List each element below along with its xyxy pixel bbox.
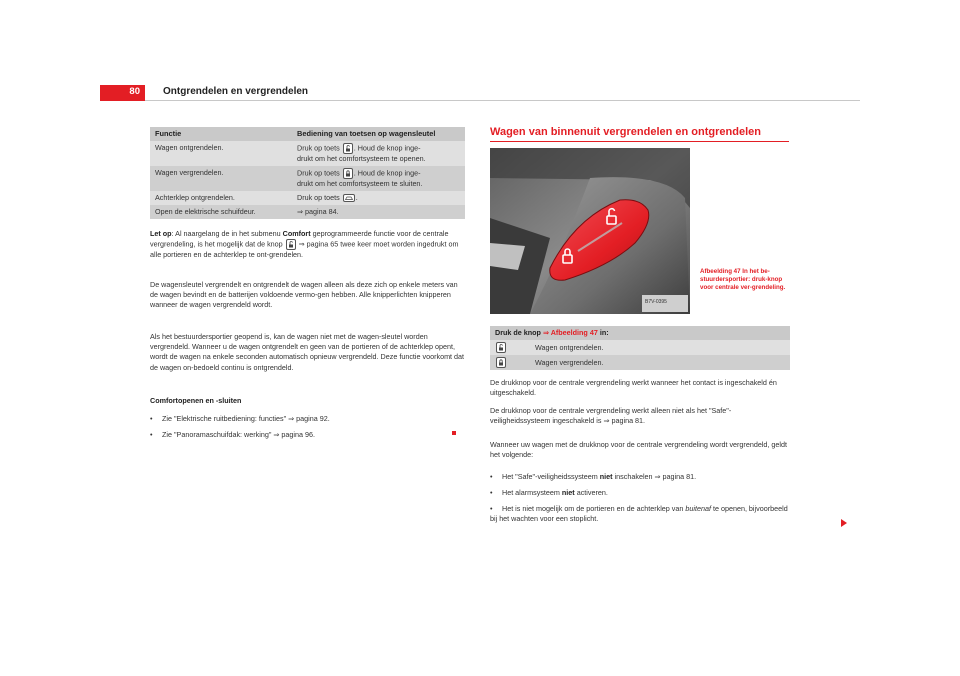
button-table [490, 326, 790, 370]
contact-paragraph: De drukknop voor de centrale vergrendeling werkt wanneer het contact is ingeschakeld én uitgeschakeld. [490, 378, 777, 398]
section-title: Wagen van binnenuit vergrendelen en ontgrendelen [490, 126, 761, 138]
action-cell: Wagen vergrendelen. [530, 355, 790, 370]
conditions-paragraph: Wanneer uw wagen met de drukknop voor de centrale vergrendeling wordt vergrendeld, geldt het volgende: [490, 440, 787, 460]
icon-cell [490, 340, 530, 355]
table-row [150, 166, 465, 191]
end-of-section-marker [452, 431, 456, 435]
door-lock-button-photo [490, 148, 690, 314]
tailgate-key-icon [343, 194, 355, 202]
function-cell: Wagen ontgrendelen. [150, 141, 292, 166]
operation-cell: Druk op toets . Houd de knop inge- drukt om het comfortsysteem te sluiten. [292, 166, 465, 191]
operation-cell: Druk op toets . Houd de knop inge- drukt om het comfortsysteem te openen. [292, 141, 465, 166]
action-cell: Wagen ontgrendelen. [530, 340, 790, 355]
continue-arrow-icon [840, 515, 848, 533]
note-paragraph: Let op: Al naargelang de in het submenu Comfort geprogrammeerde functie voor de centrale vergrendeling, is het mogelijk dat de knop ⇒ pagina 65 twee keer moet worden ingedrukt om alle portieren en de achterklep te ont-grendelen. [150, 229, 459, 260]
comfort-heading: Comfortopenen en -sluiten [150, 396, 242, 405]
unlock-icon [496, 342, 506, 353]
button-table-header: Druk de knop ⇒ Afbeelding 47 in: [490, 326, 790, 340]
function-cell: Achterklep ontgrendelen. [150, 191, 292, 205]
section-title-underline [490, 141, 789, 142]
chapter-title: Ontgrendelen en vergrendelen [163, 86, 309, 97]
lock-icon [496, 357, 506, 368]
table-row [490, 340, 790, 355]
unlock-key-icon [286, 239, 296, 250]
list-item: • Het "Safe"-veiligheidssysteem niet inschakelen ⇒ pagina 81. [490, 472, 697, 481]
key-function-table-wrap [150, 127, 465, 219]
list-item: • Zie "Elektrische ruitbediening: functies" ⇒ pagina 92. [150, 414, 330, 423]
figure-caption: Afbeelding 47 In het be-stuurdersportier: druk-knop voor centrale ver-grendeling. [700, 268, 786, 291]
icon-cell [490, 355, 530, 370]
autolock-paragraph: Als het bestuurdersportier geopend is, kan de wagen niet met de wagen-sleutel worden vergrendeld. Wanneer u de wagen ontgrendelt en geen van de portieren of de achterklep opent, wordt de wagen na enkele seconden automatisch opnieuw vergrendeld. Deze functie voorkomt dat de wagen on-bedoeld continu is ontgrendeld. [150, 332, 465, 372]
list-item: • Het is niet mogelijk om de portieren en de achterklep van buitenaf te openen, bijvoorbeeld bij het wachten voor een stoplicht. [490, 504, 788, 523]
table-header-function: Functie [150, 127, 292, 141]
table-row [490, 355, 790, 370]
list-item: • Zie "Panoramaschuifdak: werking" ⇒ pagina 96. [150, 430, 315, 439]
table-header-operation: Bediening van toetsen op wagensleutel [292, 127, 465, 141]
function-cell: Open de elektrische schuifdeur. [150, 205, 292, 219]
button-table-wrap [490, 326, 790, 370]
list-item: • Het alarmsysteem niet activeren. [490, 488, 608, 497]
operation-cell: ⇒ pagina 84. [292, 205, 465, 219]
key-function-table [150, 127, 465, 219]
header-divider [145, 100, 860, 101]
range-paragraph: De wagensleutel vergrendelt en ontgrendelt de wagen alleen als deze zich op enkele meters van de wagen bevindt en de batterijen voldoende vermo-gen hebben. Alle knipperlichten knipperen wanneer de wagen vergrendeld wordt. [150, 280, 458, 310]
figure-code: B7V-0395 [645, 299, 667, 305]
lock-key-icon [343, 168, 353, 179]
table-row [150, 141, 465, 166]
unlock-key-icon [343, 143, 353, 154]
page-number: 80 [129, 86, 140, 97]
function-cell: Wagen vergrendelen. [150, 166, 292, 191]
operation-cell: Druk op toets . [292, 191, 465, 205]
safe-paragraph: De drukknop voor de centrale vergrendeling werkt alleen niet als het "Safe"-veiligheidssysteem ingeschakeld is ⇒ pagina 81. [490, 406, 732, 426]
table-row [150, 191, 465, 205]
table-row [150, 205, 465, 219]
